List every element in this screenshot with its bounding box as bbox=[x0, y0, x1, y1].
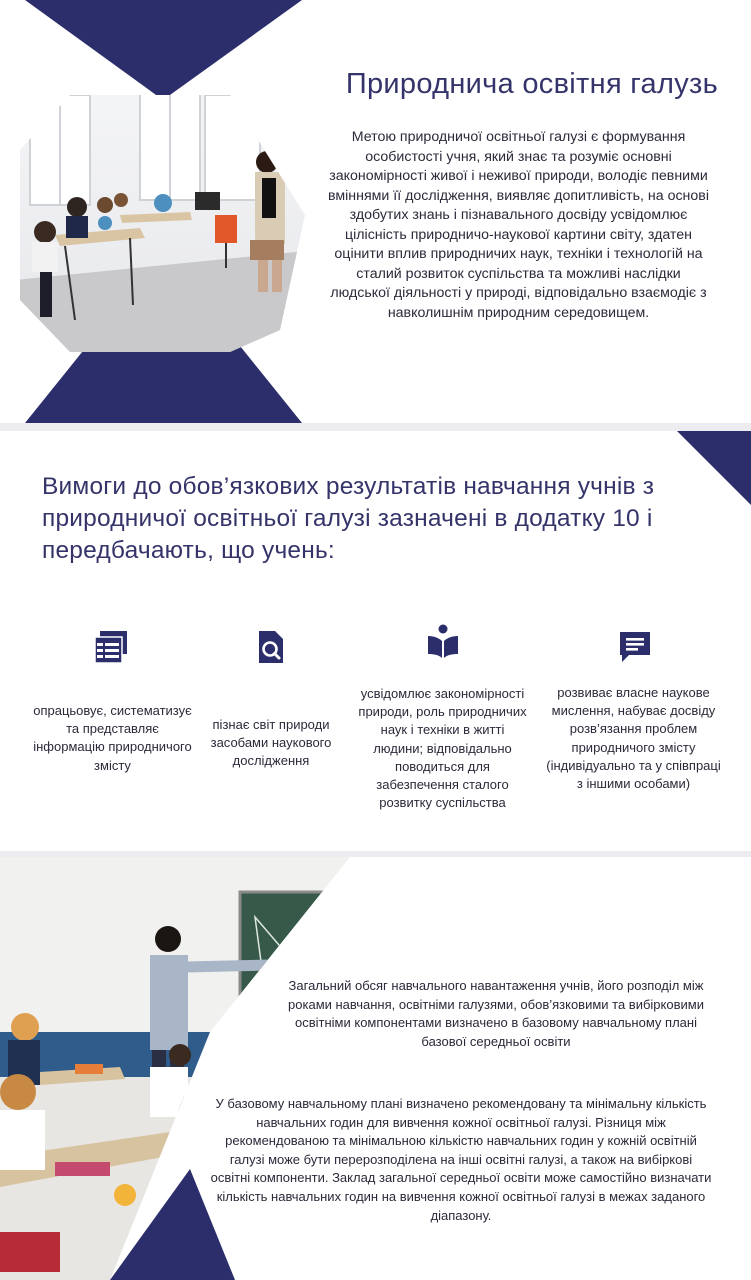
feature-text-4: розвиває власне наукове мислення, набуває досвіду розв’язання проблем природничого змісту (індивідуально та у співпраці з іншими особами) bbox=[546, 685, 721, 792]
document-search-icon bbox=[256, 629, 286, 665]
feature-text-3: усвідомлює закономірності природи, роль природничих наук і техніки в житті людини; відповідально поводиться для забезпечення сталого розвитку суспільства bbox=[358, 686, 527, 811]
browser-windows-icon bbox=[93, 629, 129, 665]
intro-paragraph: Метою природничої освітньої галузі є формування особистості учня, який знає та розуміє основні закономірності живої і неживої природи, володіє певними вміннями її дослідження, виявляє допитливість, на основі здобутих знань і пізнавального досвіду усвідомлює цілісність природничо-наукової картини світу, здатен оцінити вплив природничих наук, техніки і технологій на сталий розвиток суспільства та можливі наслідки людської діяльності у природі, відповідально взаємодіє з навколишнім природним середовищем. bbox=[328, 129, 709, 321]
chat-message-icon bbox=[617, 629, 653, 665]
feature-text-1: опрацьовує, систематизує та представляє інформацію природничого змісту bbox=[33, 703, 192, 773]
top-triangle bbox=[25, 0, 302, 100]
classroom-teacher-photo bbox=[15, 80, 315, 360]
section-title: Природнича освітня галузь bbox=[345, 68, 718, 100]
requirements-section bbox=[0, 431, 751, 851]
section-divider bbox=[0, 423, 751, 431]
curriculum-paragraph-2: У базовому навчальному плані визначено рекомендовану та мінімальну кількість навчальних годин для вивчення кожної освітньої галузі. Різниця між рекомендованою та мінімальною кількістю навчальних годин у кожній освітній галузі може бути перерозподілена на інші освітні галузі, а також на вибіркові освітні компоненти. Заклад загальної середньої освіти може самостійно визначати кількість навчальних годин на вивчення кожної освітньої галузі в межах заданого діапазону. bbox=[210, 1096, 712, 1223]
requirements-title: Вимоги до обов’язкових результатів навчання учнів з природничої освітньої галузі зазначені в додатку 10 і передбачають, що учень: bbox=[42, 473, 655, 564]
curriculum-section bbox=[0, 857, 751, 1280]
feature-text-2: пізнає світ природи засобами наукового дослідження bbox=[210, 717, 332, 769]
curriculum-paragraph-1: Загальний обсяг навчального навантаження учнів, його розподіл між роками навчання, освітніми галузями, обов’язковими та вибірковими освітніми компонентами визначено в базовому навчальному плані базової середньої освіти bbox=[288, 978, 704, 1049]
intro-section bbox=[0, 0, 751, 423]
reader-book-icon bbox=[426, 624, 460, 660]
